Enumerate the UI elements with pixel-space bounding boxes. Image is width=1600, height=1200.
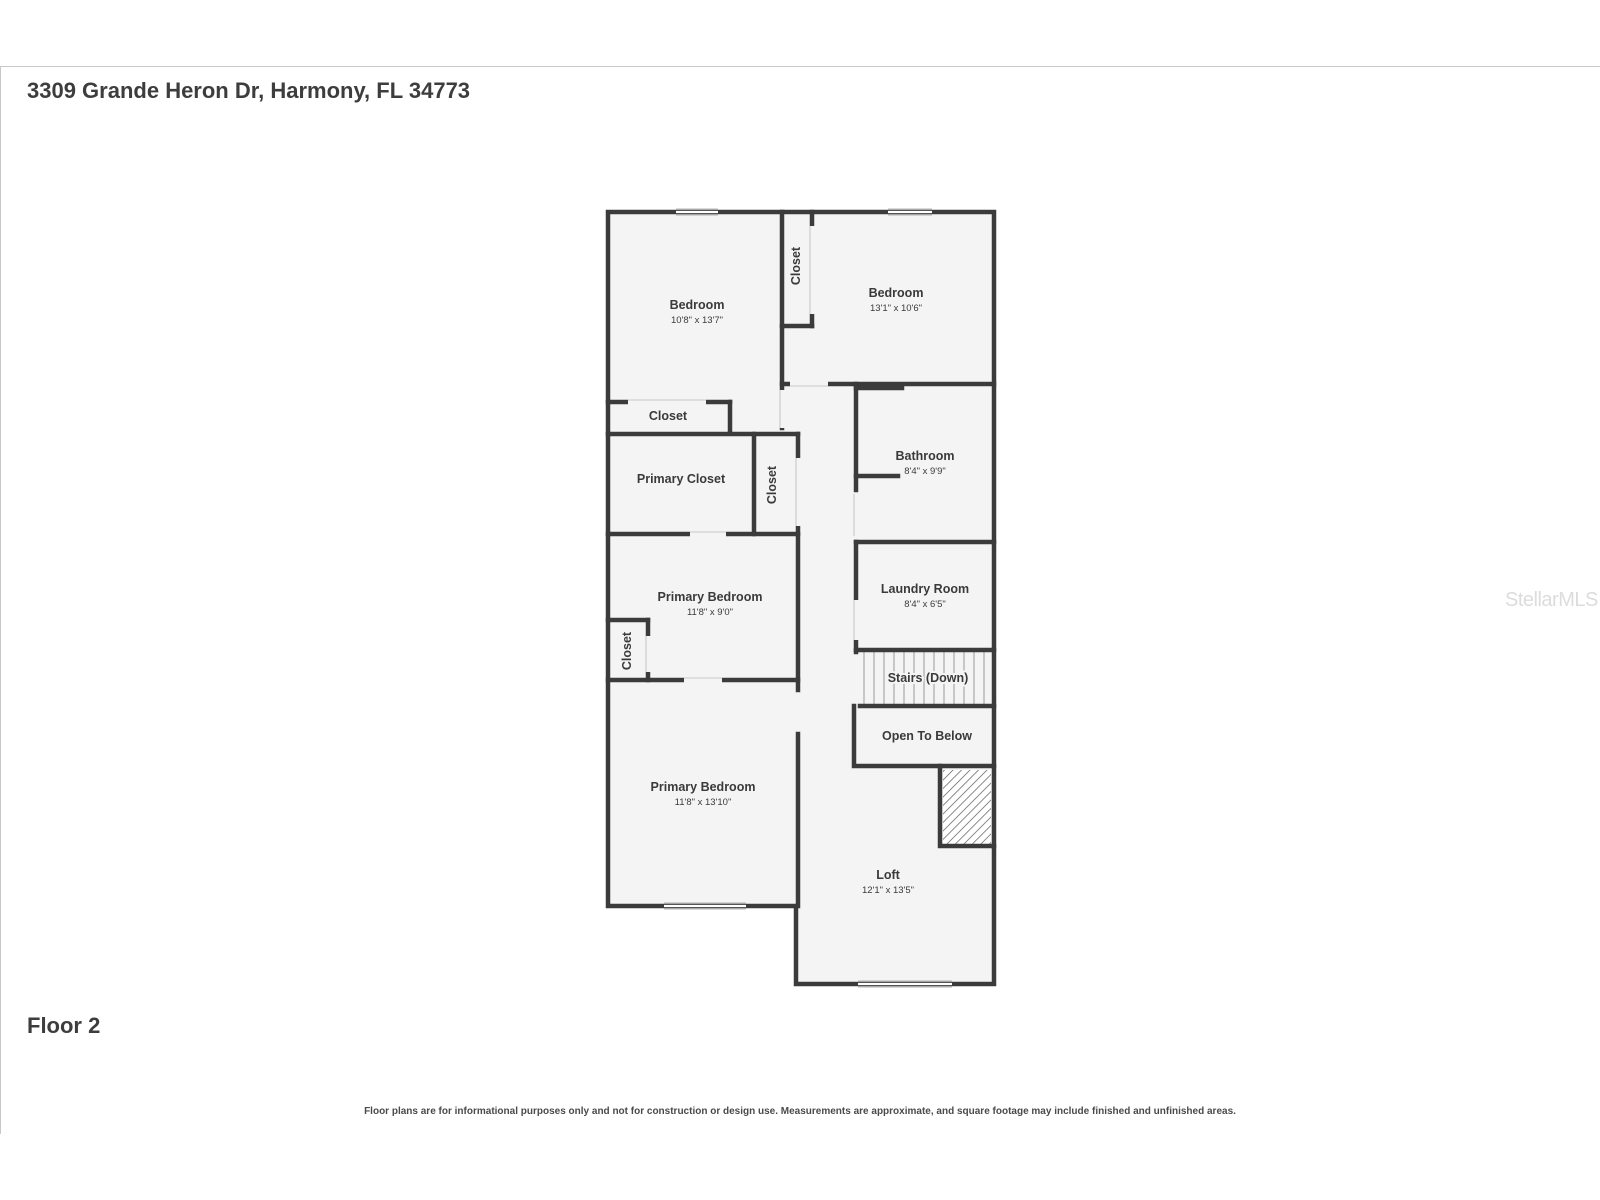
room-dims-primary-bedroom-upper: 11'8" x 9'0": [686, 607, 734, 618]
room-label-bedroom-2: Bedroom: [868, 286, 924, 300]
room-dims-bedroom-2: 13'1" x 10'6": [869, 303, 923, 314]
room-label-closet-under-bedroom: Closet: [648, 409, 688, 423]
disclaimer-text: Floor plans are for informational purposes only and not for construction or design use. Measurements are approximate, and square footage may include finished and unfinished areas.: [364, 1106, 1236, 1117]
room-dims-bedroom-1: 10'8" x 13'7": [670, 315, 724, 326]
hatched-area: [943, 770, 991, 844]
room-label-closet-top: Closet: [789, 246, 803, 286]
room-label-open-to-below: Open To Below: [881, 729, 973, 743]
room-label-loft: Loft: [876, 868, 900, 882]
watermark-logo: StellarMLS: [1505, 589, 1598, 611]
room-label-bedroom-1: Bedroom: [669, 298, 725, 312]
room-dims-loft: 12'1" x 13'5": [861, 885, 915, 896]
floor-label: Floor 2: [27, 1013, 101, 1038]
property-address: 3309 Grande Heron Dr, Harmony, FL 34773: [27, 78, 471, 103]
room-label-primary-bedroom-lower: Primary Bedroom: [650, 780, 756, 794]
room-dims-laundry: 8'4" x 6'5": [904, 599, 946, 610]
room-label-closet-small: Closet: [620, 631, 634, 671]
room-label-primary-closet: Primary Closet: [636, 472, 726, 486]
room-label-bathroom: Bathroom: [895, 449, 955, 463]
room-label-primary-bedroom-upper: Primary Bedroom: [657, 590, 763, 604]
room-label-stairs: Stairs (Down): [887, 671, 969, 685]
room-dims-primary-bedroom-lower: 11'8" x 13'10": [674, 797, 732, 808]
room-label-laundry: Laundry Room: [880, 582, 970, 596]
room-dims-bathroom: 8'4" x 9'9": [904, 466, 946, 477]
room-label-closet-mid: Closet: [765, 465, 779, 505]
